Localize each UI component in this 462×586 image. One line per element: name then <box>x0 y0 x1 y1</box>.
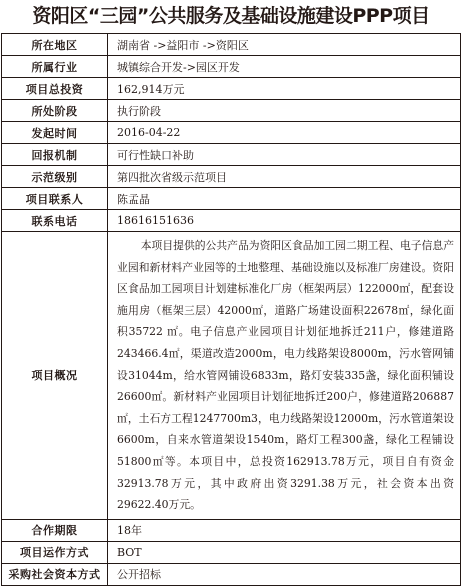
table-row <box>2 56 461 78</box>
page-title: 资阳区“三园”公共服务及基础设施建设PPP项目 <box>32 5 430 27</box>
table-row <box>2 122 461 144</box>
table-row <box>2 34 461 56</box>
row-label-operation-mode: 项目运作方式 <box>2 541 108 563</box>
project-info-table <box>1 33 461 586</box>
row-label-procurement: 采购社会资本方式 <box>2 563 108 585</box>
row-label-return-mechanism: 回报机制 <box>2 144 108 166</box>
row-value-return-mechanism: 可行性缺口补助 <box>108 144 461 166</box>
row-label-contact: 项目联系人 <box>2 188 108 210</box>
row-label-launch-date: 发起时间 <box>2 122 108 144</box>
overview-paragraph: 本项目提供的公共产品为资阳区食品加工园二期工程、电子信息产业园和新材料产业园等的土地整理、基础设施以及标准厂房建设。资阳区食品加工园项目计划建标准化厂房（框架两层）122000㎡，配套设施用房（框架三层）42000㎡，道路广场建设面积22678㎡，绿化面积35722 ㎡。电子信息产业园项目计划征地拆迁211户，修建道路243466.4㎡，渠道改造2000m，电力线路架设8000m，污水管网铺设31044m，给水管网铺设6833m，路灯安装335盏，绿化面积铺设26600㎡。新材料产业园项目计划征地拆迁200户，修建道路206887㎡，土石方工程1247700m3，电力线路架设12000m，污水管道架设6600m，自来水管道架设1540m，路灯工程300盏，绿化工程铺设51800㎡等。本项目中，总投资162913.78万元，项目自有资金32913.78万元，其中政府出资3291.38万元，社会资本出资29622.40万元。 <box>117 239 454 512</box>
row-value-demo-level: 第四批次省级示范项目 <box>108 166 461 188</box>
table-row <box>2 232 461 520</box>
row-value-region: 湖南省 ->益阳市 ->资阳区 <box>108 34 461 56</box>
row-label-stage: 所处阶段 <box>2 100 108 122</box>
row-value-contact: 陈孟晶 <box>108 188 461 210</box>
table-row <box>2 519 461 541</box>
table-row <box>2 100 461 122</box>
row-value-operation-mode: BOT <box>108 541 461 563</box>
row-value-stage: 执行阶段 <box>108 100 461 122</box>
table-row <box>2 78 461 100</box>
row-value-total-investment: 162,914万元 <box>108 78 461 100</box>
row-value-industry: 城镇综合开发->园区开发 <box>108 56 461 78</box>
row-label-term: 合作期限 <box>2 519 108 541</box>
row-value-launch-date: 2016-04-22 <box>108 122 461 144</box>
row-value-overview <box>108 232 461 520</box>
row-label-demo-level: 示范级别 <box>2 166 108 188</box>
table-row <box>2 144 461 166</box>
table-row <box>2 541 461 563</box>
row-value-term: 18年 <box>108 519 461 541</box>
row-label-total-investment: 项目总投资 <box>2 78 108 100</box>
table-row <box>2 166 461 188</box>
table-row <box>2 188 461 210</box>
row-value-procurement: 公开招标 <box>108 563 461 585</box>
table-row <box>2 210 461 232</box>
table-row <box>2 563 461 585</box>
row-label-industry: 所属行业 <box>2 56 108 78</box>
row-label-overview: 项目概况 <box>2 232 108 520</box>
row-value-phone: 18616151636 <box>108 210 461 232</box>
row-label-phone: 联系电话 <box>2 210 108 232</box>
row-label-region: 所在地区 <box>2 34 108 56</box>
